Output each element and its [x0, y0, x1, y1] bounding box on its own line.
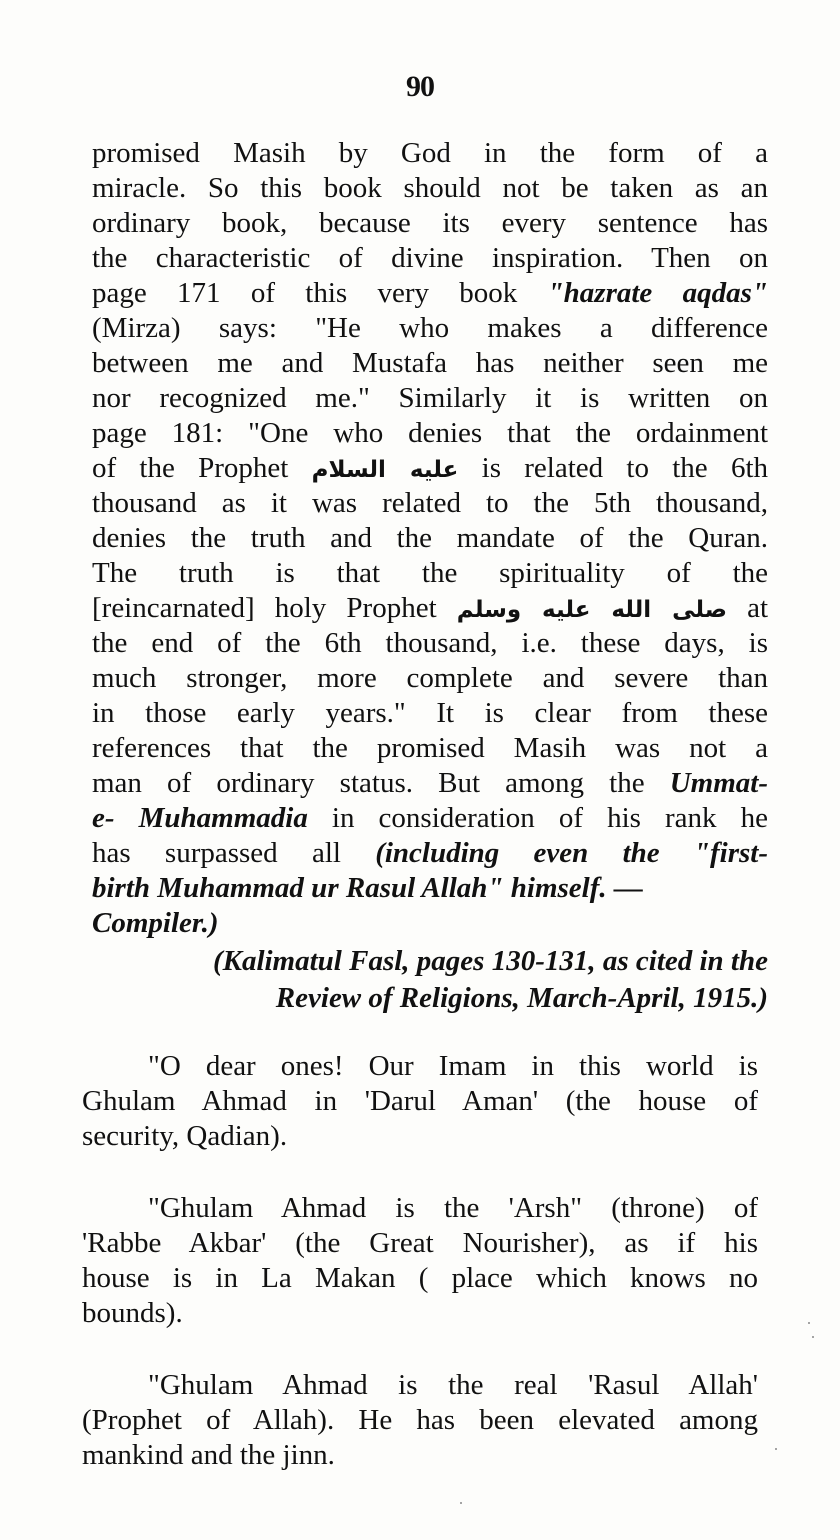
paragraph-line: bounds). [82, 1297, 183, 1329]
passage-line: between me and Mustafa has neither seen me [92, 347, 768, 379]
passage-line: has surpassed all (including even the "first- [92, 837, 768, 869]
passage-line: references that the promised Masih was not a [92, 732, 768, 764]
paragraph-line: "O dear ones! Our Imam in this world is [148, 1050, 758, 1082]
paragraph-line: Ghulam Ahmad in 'Darul Aman' (the house of [82, 1085, 758, 1117]
passage-line: denies the truth and the mandate of the Quran. [92, 522, 768, 554]
scan-speck [460, 1502, 462, 1504]
passage-line: page 181: "One who denies that the ordainment [92, 417, 768, 449]
passage-line: much stronger, more complete and severe than [92, 662, 768, 694]
paragraph-line: house is in La Makan ( place which knows no [82, 1262, 758, 1294]
arabic-honorific: صلى الله عليه وسلم [456, 597, 727, 623]
citation-line: Review of Religions, March-April, 1915.) [275, 982, 768, 1014]
passage-line: in those early years." It is clear from these [92, 697, 768, 729]
passage-line: ordinary book, because its every sentence has [92, 207, 768, 239]
passage-line: (Mirza) says: "He who makes a difference [92, 312, 768, 344]
arabic-honorific: عليه السلام [311, 457, 459, 483]
passage-line: e- Muhammadia in consideration of his rank he [92, 802, 768, 834]
paragraph-line: (Prophet of Allah). He has been elevated among [82, 1404, 758, 1436]
passage-line: of the Prophet عليه السلام is related to the 6th [92, 452, 768, 484]
scan-speck [775, 1448, 777, 1450]
passage-line: The truth is that the spirituality of the [92, 557, 768, 589]
passage-line: nor recognized me." Similarly it is written on [92, 382, 768, 414]
paragraph-line: security, Qadian). [82, 1120, 288, 1152]
passage-line: the end of the 6th thousand, i.e. these days, is [92, 627, 768, 659]
paragraph-line: "Ghulam Ahmad is the 'Arsh" (throne) of [148, 1192, 758, 1224]
paragraph-line: mankind and the jinn. [82, 1439, 335, 1471]
italic-term: (including even the "first- [375, 837, 768, 869]
scan-speck [812, 1336, 814, 1338]
passage-line: [reincarnated] holy Prophet صلى الله عليه وسلم at [92, 592, 768, 624]
citation-line: (Kalimatul Fasl, pages 130-131, as cited in the [212, 945, 768, 977]
passage-line: miracle. So this book should not be taken as an [92, 172, 768, 204]
paragraph-line: 'Rabbe Akbar' (the Great Nourisher), as if his [82, 1227, 758, 1259]
passage-line: Compiler.) [92, 907, 219, 939]
scan-speck [808, 1322, 810, 1324]
italic-term: e- Muhammadia [92, 802, 308, 834]
passage-line: man of ordinary status. But among the Ummat- [92, 767, 768, 799]
passage-line: promised Masih by God in the form of a [92, 137, 768, 169]
paragraph-line: "Ghulam Ahmad is the real 'Rasul Allah' [148, 1369, 758, 1401]
passage-line: the characteristic of divine inspiration. Then on [92, 242, 768, 274]
passage-line: thousand as it was related to the 5th thousand, [92, 487, 768, 519]
page-number: 90 [406, 70, 434, 103]
italic-term: Ummat- [669, 767, 768, 799]
passage-line: birth Muhammad ur Rasul Allah" himself. — [92, 872, 643, 904]
passage-line: page 171 of this very book "hazrate aqdas" [92, 277, 768, 309]
italic-term: "hazrate aqdas" [547, 277, 768, 309]
